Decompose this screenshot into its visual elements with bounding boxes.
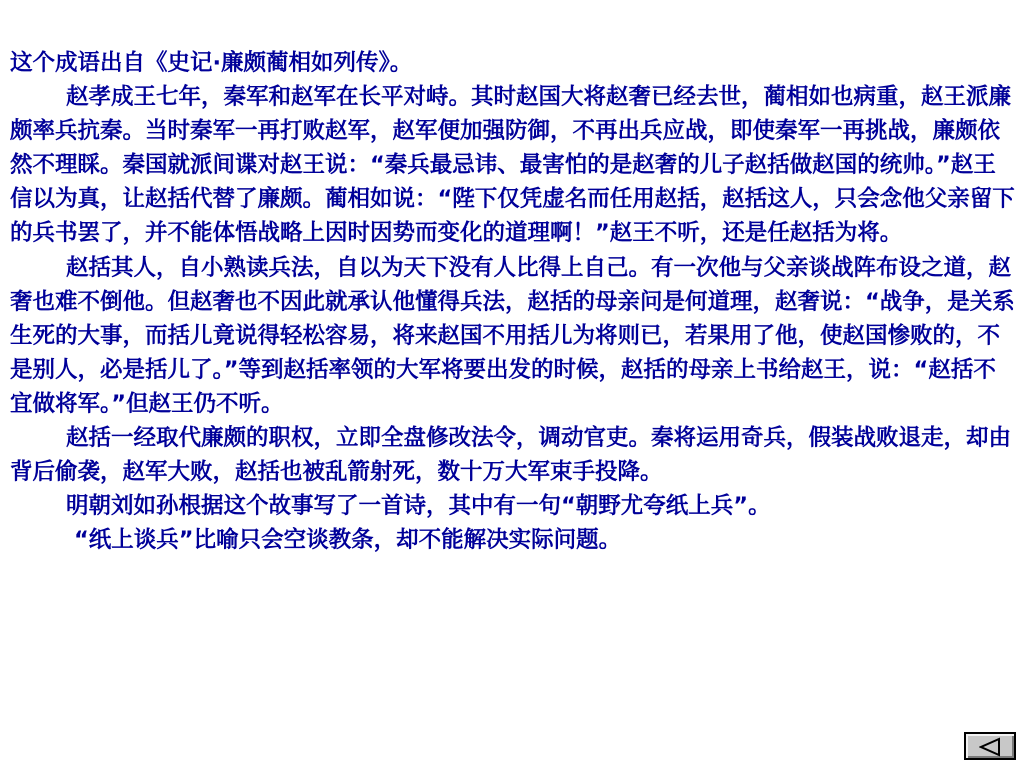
paragraph-4: 明朝刘如孙根据这个故事写了一首诗，其中有一句“朝野尤夸纸上兵”。 (66, 493, 771, 520)
intro-line: 这个成语出自《史记·廉颇蔺相如列传》。 (10, 50, 413, 76)
paragraph-2: 赵括其人，自小熟读兵法，自以为天下没有人比得上自己。有一次他与父亲谈战阵布设之道，赵奢也难不倒他。但赵奢也不因此就承认他懂得兵法，赵括的母亲问是何道理，赵奢说：“战争，是关系生死的大事，而括儿竟说得轻松容易，将来赵国不用括儿为将则已，若果用了他，使赵国惨败的，不是别人，必是括儿了。”等到赵括率领的大军将要出发的时候，赵括的母亲上书给赵王，说：“赵括不宜做将军。”但赵王仍不听。 (10, 254, 1015, 417)
conclusion-line: “纸上谈兵”比喻只会空谈教条，却不能解决实际问题。 (74, 527, 622, 554)
triangle-left-icon (979, 737, 1001, 757)
text-body (10, 46, 1016, 557)
back-button[interactable] (964, 732, 1016, 760)
paragraph-3: 赵括一经取代廉颇的职权，立即全盘修改法令，调动官吏。秦将运用奇兵，假装战败退走，却由背后偷袭，赵军大败，赵括也被乱箭射死，数十万大军束手投降。 (10, 425, 1012, 486)
paragraph-1: 赵孝成王七年，秦军和赵军在长平对峙。其时赵国大将赵奢已经去世，蔺相如也病重，赵王派廉颇率兵抗秦。当时秦军一再打败赵军，赵军便加强防御，不再出兵应战，即使秦军一再挑战，廉颇依然不理睬。秦国就派间谍对赵王说：“秦兵最忌讳、最害怕的是赵奢的儿子赵括做赵国的统帅。”赵王信以为真，让赵括代替了廉颇。蔺相如说：“陛下仅凭虚名而任用赵括，赵括这人，只会念他父亲留下的兵书罢了，并不能体悟战略上因时因势而变化的道理啊！”赵王不听，还是任赵括为将。 (10, 84, 1015, 247)
